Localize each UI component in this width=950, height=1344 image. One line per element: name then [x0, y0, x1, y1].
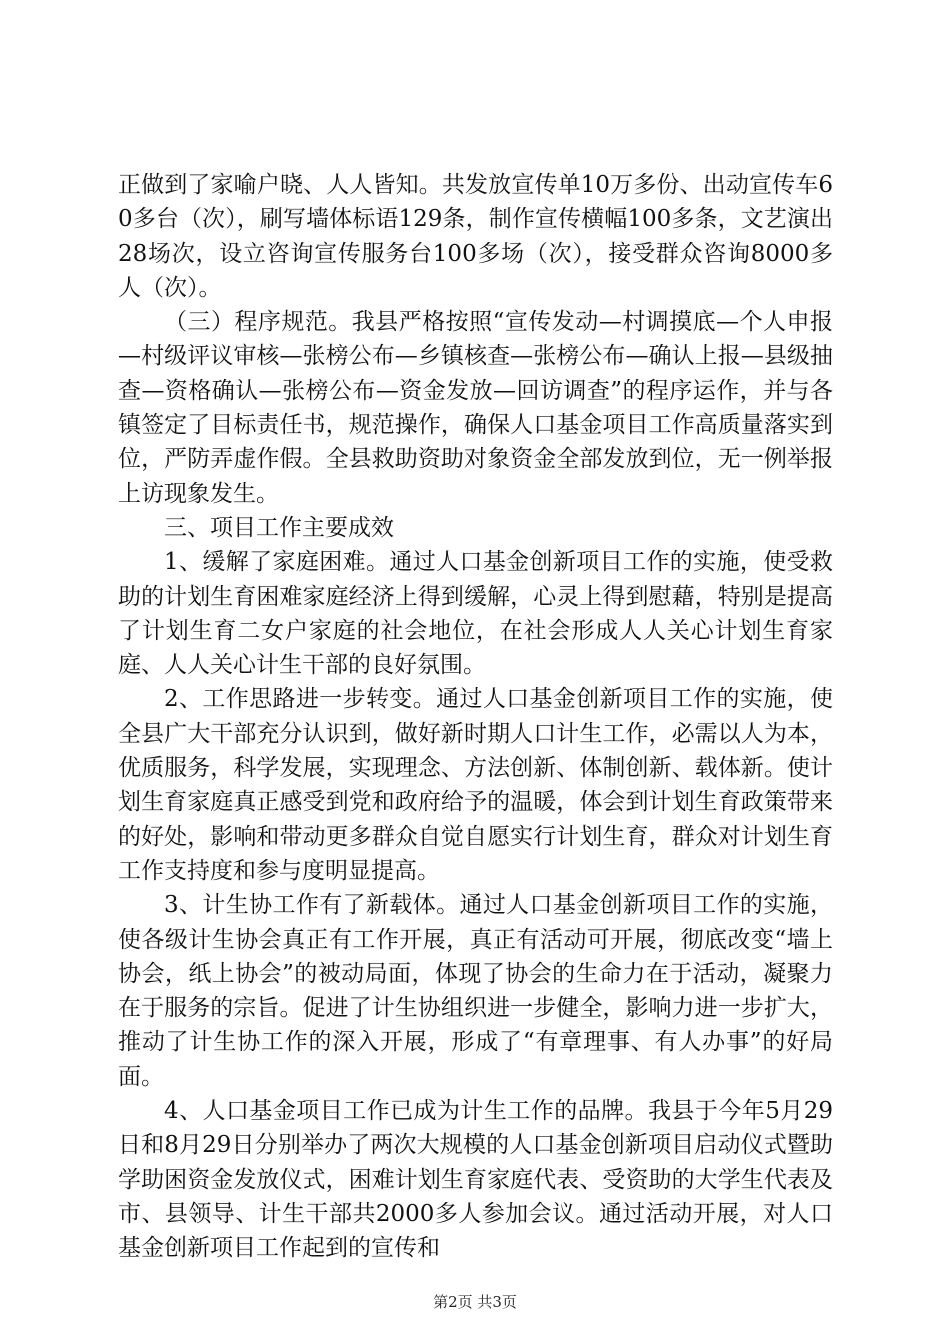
paragraph-result-4: 4、人口基金项目工作已成为计生工作的品牌。我县于今年5月29日和8月29日分别举办了两次大规模的人口基金创新项目启动仪式暨助学助困资金发放仪式，困难计划生育家庭代表、受资助的大学生代表及市、县领导、计生干部共2000多人参加会议。通过活动开展，对人口基金创新项目工作起到的宣传和	[118, 1098, 833, 1262]
page-number-footer: 第2页 共3页	[433, 1293, 517, 1311]
paragraph-procedure: （三）程序规范。我县严格按照“宣传发动—村调摸底—个人申报—村级评议审核—张榜公布—乡镇核查—张榜公布—确认上报—县级抽查—资格确认—张榜公布—资金发放—回访调查”的程序运作，并与各镇签定了目标责任书，规范操作，确保人口基金项目工作高质量落实到位，严防弄虚作假。全县救助资助对象资金全部发放到位，无一例举报上访现象发生。	[118, 309, 833, 507]
paragraph-result-1: 1、缓解了家庭困难。通过人口基金创新项目工作的实施，使受救助的计划生育困难家庭经济上得到缓解，心灵上得到慰藉，特别是提高了计划生育二女户家庭的社会地位，在社会形成人人关心计划生育家庭、人人关心计生干部的良好氛围。	[118, 549, 833, 679]
paragraph-result-2: 2、工作思路进一步转变。通过人口基金创新项目工作的实施，使全县广大干部充分认识到，做好新时期人口计生工作，必需以人为本，优质服务，科学发展，实现理念、方法创新、体制创新、载体新。使计划生育家庭真正感受到党和政府给予的温暖，体会到计划生育政策带来的好处，影响和带动更多群众自觉自愿实行计划生育，群众对计划生育工作支持度和参与度明显提高。	[118, 686, 833, 884]
document-body	[118, 168, 833, 1266]
section-heading-results: 三、项目工作主要成效	[164, 514, 394, 541]
paragraph-continuation: 正做到了家喻户晓、人人皆知。共发放宣传单10万多份、出动宣传车60多台（次），刷写墙体标语129条，制作宣传横幅100多条，文艺演出28场次，设立咨询宣传服务台100多场（次），接受群众咨询8000多人（次）。	[118, 172, 833, 301]
paragraph-result-3: 3、计生协工作有了新载体。通过人口基金创新项目工作的实施，使各级计生协会真正有工作开展，真正有活动可开展，彻底改变“墙上协会，纸上协会”的被动局面，体现了协会的生命力在于活动，凝聚力在于服务的宗旨。促进了计生协组织进一步健全，影响力进一步扩大，推动了计生协工作的深入开展，形成了“有章理事、有人办事”的好局面。	[118, 892, 833, 1090]
